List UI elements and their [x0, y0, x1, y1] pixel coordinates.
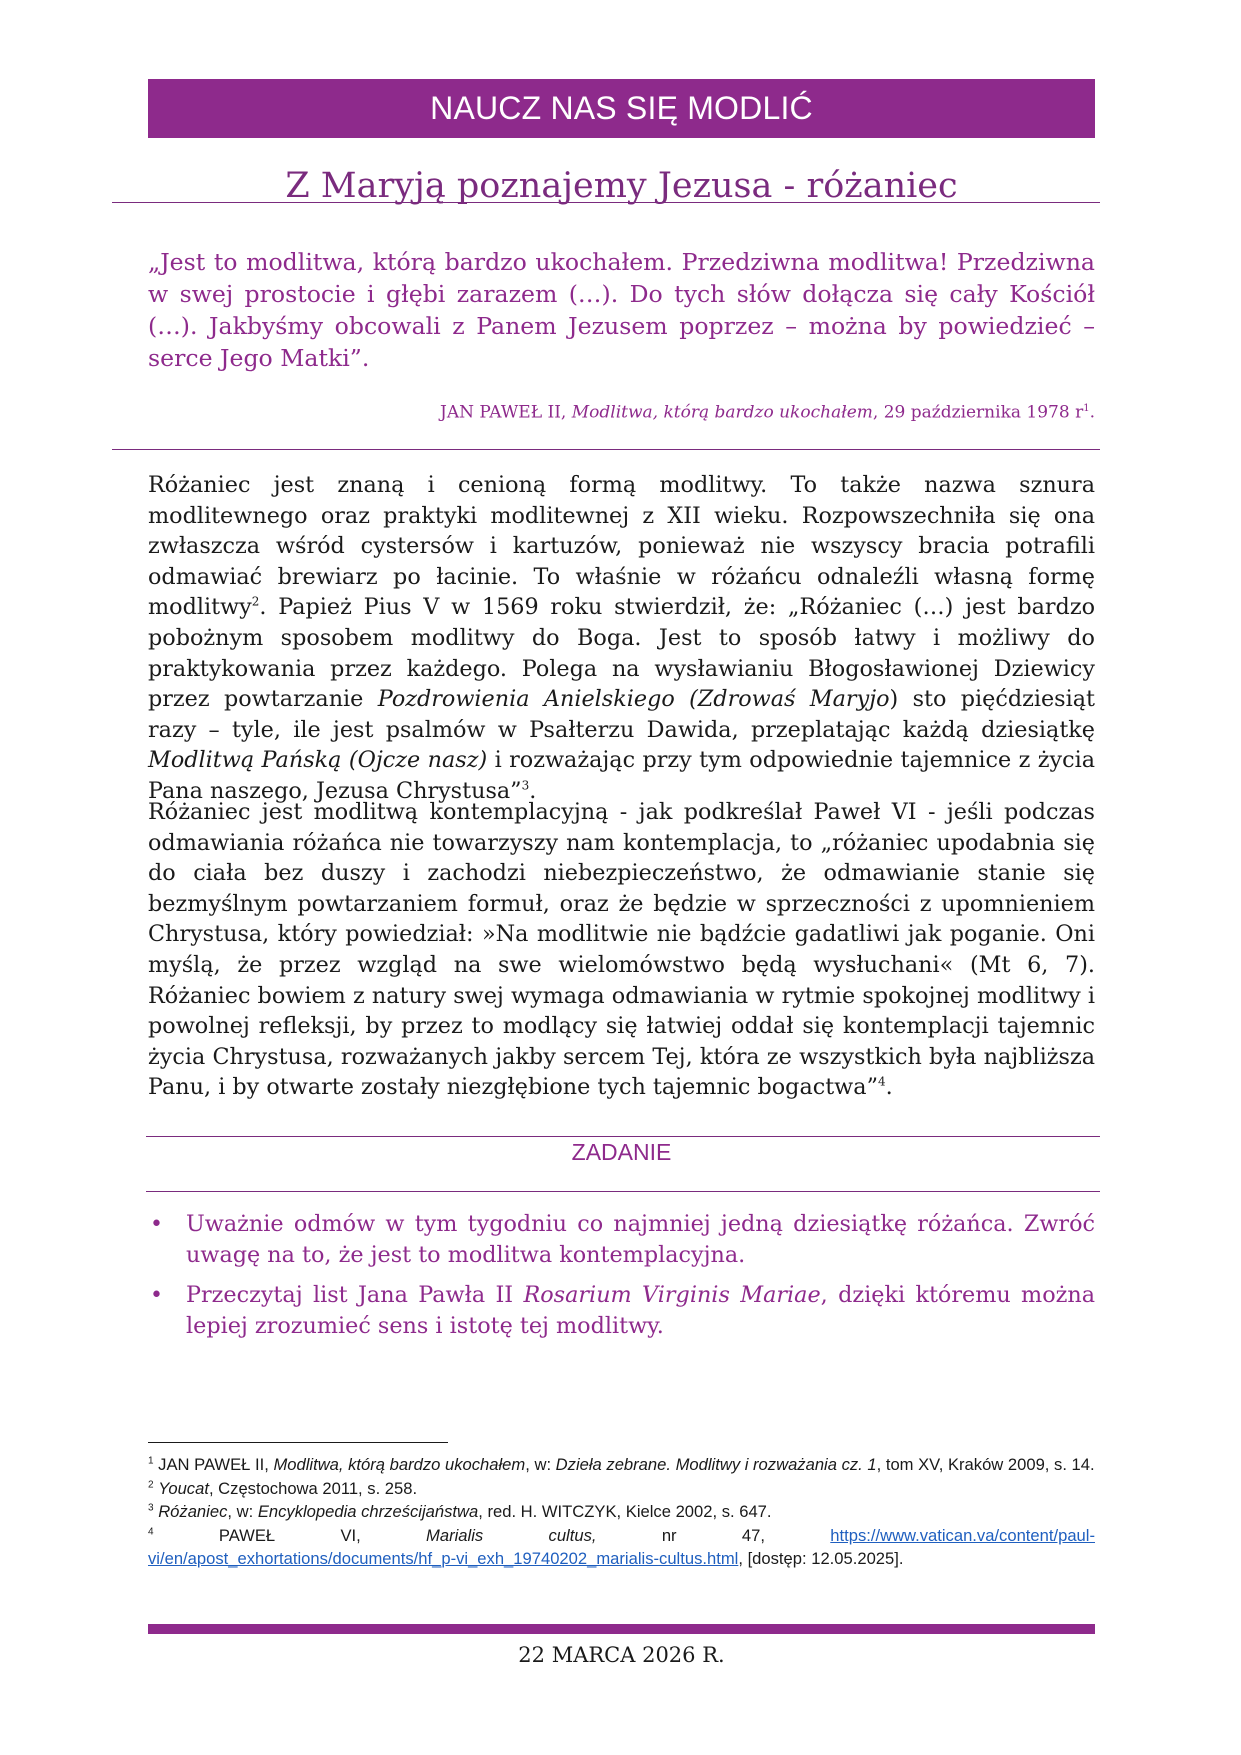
bullet-icon: •: [150, 1283, 163, 1308]
page-title: Z Maryją poznajemy Jezusa - różaniec: [285, 166, 958, 206]
footnote-ref-3[interactable]: 3: [521, 778, 530, 793]
footer-date: 22 MARCA 2026 R.: [518, 1643, 725, 1667]
footnote-ref-2[interactable]: 2: [251, 594, 260, 609]
task-item: • Uważnie odmów w tym tygodniu co najmniej jedną dziesiątkę różańca. Zwróć uwagę na to, że jest to modlitwa kontemplacyjna.: [150, 1211, 1095, 1268]
footnote-2: $^2$ Youcat, Częstochowa 2011, s. 258.: [148, 1478, 418, 1498]
paragraph-2: Różaniec jest modlitwą kontemplacyjną - jak podkreślał Paweł VI - jeśli podczas odmawiania różańca nie towarzyszy nam kontemplacja, to „różaniec upodabnia się do ciała bez duszy i zachodzi niebezpieczeństwo, że odmawianie stanie się bezmyślnym powtarzaniem formuł, oraz że będzie w sprzeczności z upomnieniem Chrystusa, który powiedział: »Na modlitwie nie bądźcie gadatliwi jak poganie. Oni myślą, że przez wzgląd na swe wielomówstwo będą wysłuchani« (Mt 6, 7). Różaniec bowiem z natury swej wymaga odmawiania w rytmie spokojnej modlitwy i powolnej refleksji, by przez to modlący się łatwiej oddał się kontemplacji tajemnic życia Chrystusa, rozważanych jakby sercem Tej, która ze wszystkich była najbliższa Panu, i by otwarte zostały niezgłębione tych tajemnic bogactwa”$^4$.: [148, 799, 1095, 1101]
quote-source: JAN PAWEŁ II, Modlitwa, którą bardzo ukochałem, 29 października 1978 $r^1$.: [440, 402, 1095, 423]
series-banner: [148, 79, 1095, 138]
footnotes: [148, 1453, 1095, 1571]
task-item: • Przeczytaj list Jana Pawła II Rosarium Virginis Mariae, dzięki któremu można lepiej zrozumieć sens i istotę tej modlitwy.: [150, 1282, 1096, 1339]
footnote-4-cont: vi/en/apost_exhortations/documents/hf_p-vi_exh_19740202_marialis-cultus.html, [dostęp: 12.05.2025].: [148, 1549, 904, 1569]
footnote-3: $^3$ Różaniec, w: Encyklopedia chrześcijaństwa, red. H. WITCZYK, Kielce 2002, s. 647.: [148, 1502, 772, 1522]
quote-work: Modlitwa, którą bardzo ukochałem: [571, 402, 873, 423]
footnote-ref-4[interactable]: 4: [877, 1074, 886, 1089]
footer-bar: [148, 1624, 1095, 1634]
divider-top: [112, 202, 1100, 203]
task-heading: ZADANIE: [571, 1139, 672, 1165]
paragraph-1: Różaniec jest znaną i cenioną formą modlitwy. To także nazwa sznura modlitewnego oraz praktyki modlitewnej z XII wieku. Rozpowszechniła się ona zwłaszcza wśród cystersów i kartuzów, ponieważ nie wszyscy bracia potrafili odmawiać brewiarz po łacinie. To właśnie w różańcu odnaleźli własną formę modlitwy$^2$. Papież Pius V w 1569 roku stwierdził, że: „Różaniec (…) jest bardzo pobożnym sposobem modlitwy do Boga. Jest to sposób łatwy i możliwy do praktykowania przez każdego. Polega na wysławianiu Błogosławionej Dziewicy przez powtarzanie Pozdrowienia Anielskiego (Zdrowaś Maryjo) sto pięćdziesiąt razy – tyle, ile jest psalmów w Psałterzu Dawida, przeplatając każdą dziesiątkę Modlitwą Pańską (Ojcze nasz) i rozważając przy tym odpowiednie tajemnice z życia Pana naszego, Jezusa Chrystusa”$^3$.: [148, 472, 1095, 804]
footnote-ref-1[interactable]: 1: [1083, 403, 1090, 414]
divider-quote: [112, 449, 1100, 450]
vatican-link-part2[interactable]: vi/en/apost_exhortations/documents/hf_p-vi_exh_19740202_marialis-cultus.html: [148, 1549, 739, 1569]
series-title: NAUCZ NAS SIĘ MODLIĆ: [430, 90, 813, 126]
quote-date: , 29 października 1978 r: [872, 402, 1084, 423]
task-list: [148, 1209, 1095, 1351]
vatican-link-part1[interactable]: https://www.vatican.va/content/paul-: [830, 1525, 1095, 1545]
divider-task-bottom: [146, 1191, 1100, 1192]
quote-author: JAN PAWEŁ II,: [440, 402, 572, 423]
footnote-4: $^4$ PAWEŁ VI, Marialis cultus, nr 47, https://www.vatican.va/content/paul-: [148, 1524, 1095, 1548]
footnote-separator: [148, 1442, 448, 1443]
footnote-1: $^1$ JAN PAWEŁ II, Modlitwa, którą bardzo ukochałem, w: Dzieła zebrane. Modlitwy i rozważania cz. 1, tom XV, Kraków 2009, s. 14.: [148, 1455, 1095, 1474]
bullet-icon: •: [150, 1212, 163, 1237]
opening-quote: „Jest to modlitwa, którą bardzo ukochałem. Przedziwna modlitwa! Przedziwna w swej prostocie i głębi zarazem (…). Do tych słów dołącza się cały Kościół (…). Jakbyśmy obcowali z Panem Jezusem poprzez – można by powiedzieć – serce Jego Matki”.: [148, 248, 1095, 372]
